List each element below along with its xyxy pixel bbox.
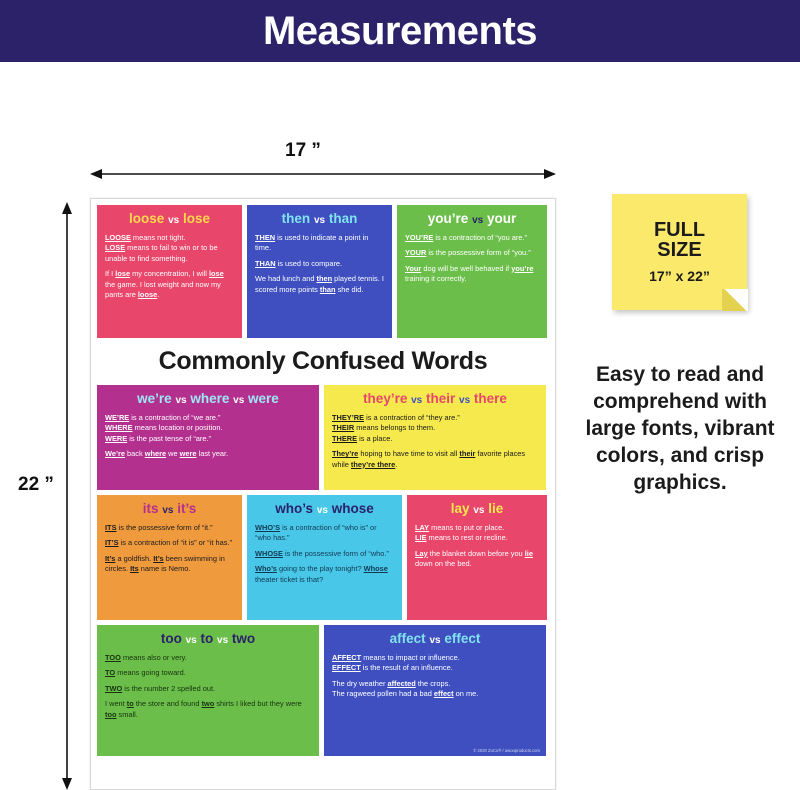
- card-word-1: you’re: [427, 211, 469, 226]
- card-vs: vs: [313, 215, 326, 226]
- page-title: Measurements: [262, 8, 538, 53]
- card-word-1: too: [160, 631, 182, 646]
- card-loose-vs-lose: loose vs lose LOOSE means not tight. LOSE means to fail to win or to be unable to find something. If I lose my concentration, I will lose the game. I lost weight and now my pants are loose.: [97, 205, 242, 338]
- width-dimension-label: 17 ”: [285, 140, 321, 161]
- content-area: [0, 62, 800, 760]
- card-were-vs-where-vs-were: we’re vs where vs were WE’RE is a contraction of “we are.” WHERE means location or position. WERE is the past tense of “are.” We’re back where we were last year.: [97, 385, 319, 490]
- card-its-vs-its: its vs it’s ITS is the possessive form of “it.” IT’S is a contraction of “it is” or “it has.” It’s a goldfish. It’s been swimming in circles. Its name is Nemo.: [97, 495, 242, 620]
- card-word-2: whose: [331, 501, 374, 516]
- card-vs: vs: [168, 215, 180, 226]
- poster-title-band: [97, 338, 549, 385]
- card-then-vs-than: then vs than THEN is used to indicate a point in time. THAN is used to compare. We had lunch and then played tennis. I scored more points than she did.: [247, 205, 392, 338]
- card-word-2: effect: [444, 631, 481, 646]
- card-word-2: where: [190, 391, 230, 406]
- card-whos-vs-whose: who’s vs whose WHO’S is a contraction of “who is” or “who has.” WHOSE is the possessive form of “who.” Who’s going to the play tonight? Whose theater ticket is that?: [247, 495, 402, 620]
- card-word-1: loose: [129, 211, 165, 226]
- width-dimension-arrow-icon: [90, 168, 556, 180]
- sticky-line-1: FULL: [653, 218, 706, 241]
- poster-preview: [90, 198, 556, 790]
- height-dimension-label: 22 ”: [18, 474, 54, 495]
- card-vs-2: vs: [459, 395, 471, 406]
- card-vs: vs: [175, 395, 187, 406]
- full-size-sticky-note: [612, 194, 747, 310]
- card-vs: vs: [472, 215, 484, 226]
- card-word-2: lie: [488, 501, 504, 516]
- card-word-1: we’re: [137, 391, 172, 406]
- card-vs: vs: [185, 635, 197, 646]
- card-word-3: two: [231, 631, 256, 646]
- card-vs: vs: [473, 505, 485, 516]
- poster-row-4: [97, 625, 549, 756]
- card-word-1: then: [281, 211, 311, 226]
- card-word-1: lay: [450, 501, 470, 516]
- card-too-vs-to-vs-two: too vs to vs two TOO means also or very. TO means going toward. TWO is the number 2 spelled out. I went to the store and found two shirts I liked but they were too small.: [97, 625, 319, 756]
- poster-row-2: [97, 385, 549, 490]
- card-vs: vs: [162, 505, 174, 516]
- card-word-2: it’s: [177, 501, 197, 516]
- sticky-size-label: 17” x 22”: [649, 268, 710, 285]
- card-theyre-vs-their-vs-there: they’re vs their vs there THEY’RE is a contraction of “they are.” THEIR means belongs to them. THERE is a place. They’re hoping to have time to visit all their favorite places while they’re there.: [324, 385, 546, 490]
- card-vs-2: vs: [217, 635, 229, 646]
- card-vs: vs: [411, 395, 423, 406]
- card-word-2: their: [426, 391, 456, 406]
- marketing-copy: Easy to read and comprehend with large fonts, vibrant colors, and crisp graphics.: [585, 363, 775, 494]
- card-affect-vs-effect: affect vs effect AFFECT means to impact or influence. EFFECT is the result of an influence. The dry weather affected the crops. The ragweed pollen had a bad effect on me. © 2020 ZuCo® / awooproducts.com: [324, 625, 546, 756]
- card-word-2: lose: [182, 211, 210, 226]
- page-header: [0, 0, 800, 62]
- poster-credit: © 2020 ZuCo® / awooproducts.com: [473, 748, 540, 753]
- card-word-2: to: [200, 631, 214, 646]
- card-vs-2: vs: [233, 395, 245, 406]
- height-dimension-arrow-icon: [60, 202, 74, 790]
- card-word-3: there: [473, 391, 507, 406]
- card-youre-vs-your: you’re vs your YOU’RE is a contraction of “you are.” YOUR is the possessive form of “you.” Your dog will be well behaved if you’re training it correctly.: [397, 205, 547, 338]
- card-word-1: affect: [389, 631, 426, 646]
- card-word-1: who’s: [275, 501, 314, 516]
- card-vs: vs: [316, 505, 328, 516]
- poster-row-3: [97, 495, 549, 620]
- card-word-1: its: [142, 501, 159, 516]
- poster-row-1: [97, 205, 549, 338]
- card-word-1: they’re: [363, 391, 408, 406]
- card-vs: vs: [429, 635, 441, 646]
- sticky-line-2: SIZE: [657, 239, 702, 261]
- card-word-2: than: [328, 211, 358, 226]
- card-lay-vs-lie: lay vs lie LAY means to put or place. LIE means to rest or recline. Lay the blanket down before you lie down on the bed.: [407, 495, 547, 620]
- poster-title: Commonly Confused Words: [158, 347, 488, 375]
- card-word-3: were: [248, 391, 279, 406]
- card-word-2: your: [486, 211, 517, 226]
